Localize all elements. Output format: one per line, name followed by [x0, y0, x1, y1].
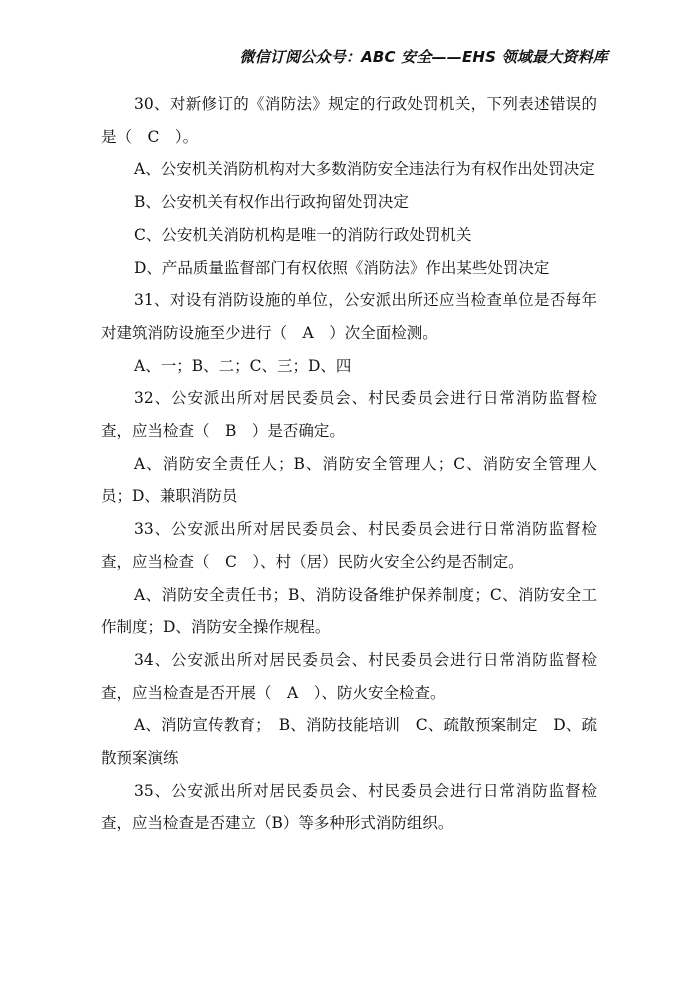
question-33-options: A、消防安全责任书；B、消防设备维护保养制度；C、消防安全工作制度；D、消防安全操作规程。	[101, 585, 597, 637]
question-34: 34、公安派出所对居民委员会、村民委员会进行日常消防监督检查，应当检查是否开展（ A ）、防火安全检查。	[101, 650, 597, 702]
question-30-option-a: A、公安机关消防机构对大多数消防安全违法行为有权作出处罚决定	[134, 160, 595, 179]
question-35: 35、公安派出所对居民委员会、村民委员会进行日常消防监督检查，应当检查是否建立（B）等多种形式消防组织。	[101, 781, 597, 833]
question-30-option-d: D、产品质量监督部门有权依照《消防法》作出某些处罚决定	[134, 258, 550, 277]
document-body	[101, 88, 597, 840]
question-34-options: A、消防宣传教育； B、消防技能培训 C、疏散预案制定 D、疏散预案演练	[101, 716, 597, 768]
question-32-options: A、消防安全责任人；B、消防安全管理人；C、消防安全管理人员；D、兼职消防员	[101, 454, 597, 506]
question-33: 33、公安派出所对居民委员会、村民委员会进行日常消防监督检查，应当检查（ C ）、村（居）民防火安全公约是否制定。	[101, 520, 597, 571]
question-30-option-c: C、公安机关消防机构是唯一的消防行政处罚机关	[134, 225, 472, 244]
question-31: 31、对设有消防设施的单位，公安派出所还应当检查单位是否每年对建筑消防设施至少进行（ A ）次全面检测。	[101, 291, 597, 342]
question-32: 32、公安派出所对居民委员会、村民委员会进行日常消防监督检查，应当检查（ B ）是否确定。	[101, 389, 597, 441]
question-30-option-b: B、公安机关有权作出行政拘留处罚决定	[134, 193, 409, 212]
page-header: 微信订阅公众号：ABC 安全——EHS 领域最大资料库	[239, 48, 608, 66]
question-30: 30、对新修订的《消防法》规定的行政处罚机关，下列表述错误的是（ C ）。	[101, 95, 597, 146]
question-31-options: A、一；B、二；C、三；D、四	[134, 356, 352, 375]
